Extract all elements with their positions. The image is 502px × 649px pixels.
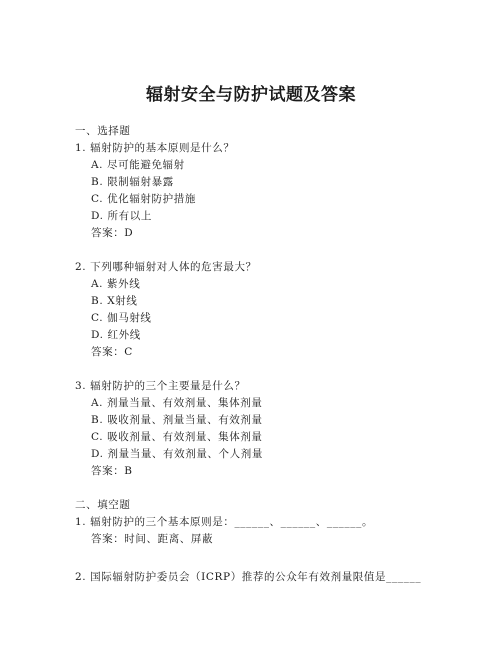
q3-answer: 答案：B: [91, 465, 133, 477]
q1-option-c: C. 优化辐射防护措施: [91, 193, 196, 205]
fill-q1-answer: 答案：时间、距离、屏蔽: [91, 533, 214, 545]
document-title: 辐射安全与防护试题及答案: [146, 85, 356, 105]
q3-option-a: A. 剂量当量、有效剂量、集体剂量: [91, 397, 263, 409]
fill-question-1: 1. 辐射防护的三个基本原则是：______、______、______。: [75, 516, 374, 528]
q1-option-d: D. 所有以上: [91, 210, 152, 222]
q3-option-b: B. 吸收剂量、剂量当量、有效剂量: [91, 414, 263, 426]
q2-option-b: B. X射线: [91, 295, 138, 307]
question-3: 3. 辐射防护的三个主要量是什么？: [75, 380, 246, 392]
q2-answer: 答案：C: [91, 346, 133, 358]
q2-option-a: A. 紫外线: [91, 278, 141, 290]
question-2: 2. 下列哪种辐射对人体的危害最大？: [75, 261, 257, 273]
question-1: 1. 辐射防护的基本原则是什么？: [75, 142, 235, 154]
q1-option-b: B. 限制辐射暴露: [91, 176, 174, 188]
q1-option-a: A. 尽可能避免辐射: [91, 159, 185, 171]
section-heading-fill: 二、填空题: [75, 499, 131, 511]
q2-option-c: C. 伽马射线: [91, 312, 152, 324]
section-heading-choice: 一、选择题: [75, 125, 131, 137]
q3-option-c: C. 吸收剂量、有效剂量、集体剂量: [91, 431, 263, 443]
q1-answer: 答案：D: [91, 227, 134, 239]
q3-option-d: D. 剂量当量、有效剂量、个人剂量: [91, 448, 263, 460]
q2-option-d: D. 红外线: [91, 329, 141, 341]
fill-question-2: 2. 国际辐射防护委员会（ICRP）推荐的公众年有效剂量限值是______: [75, 571, 422, 583]
